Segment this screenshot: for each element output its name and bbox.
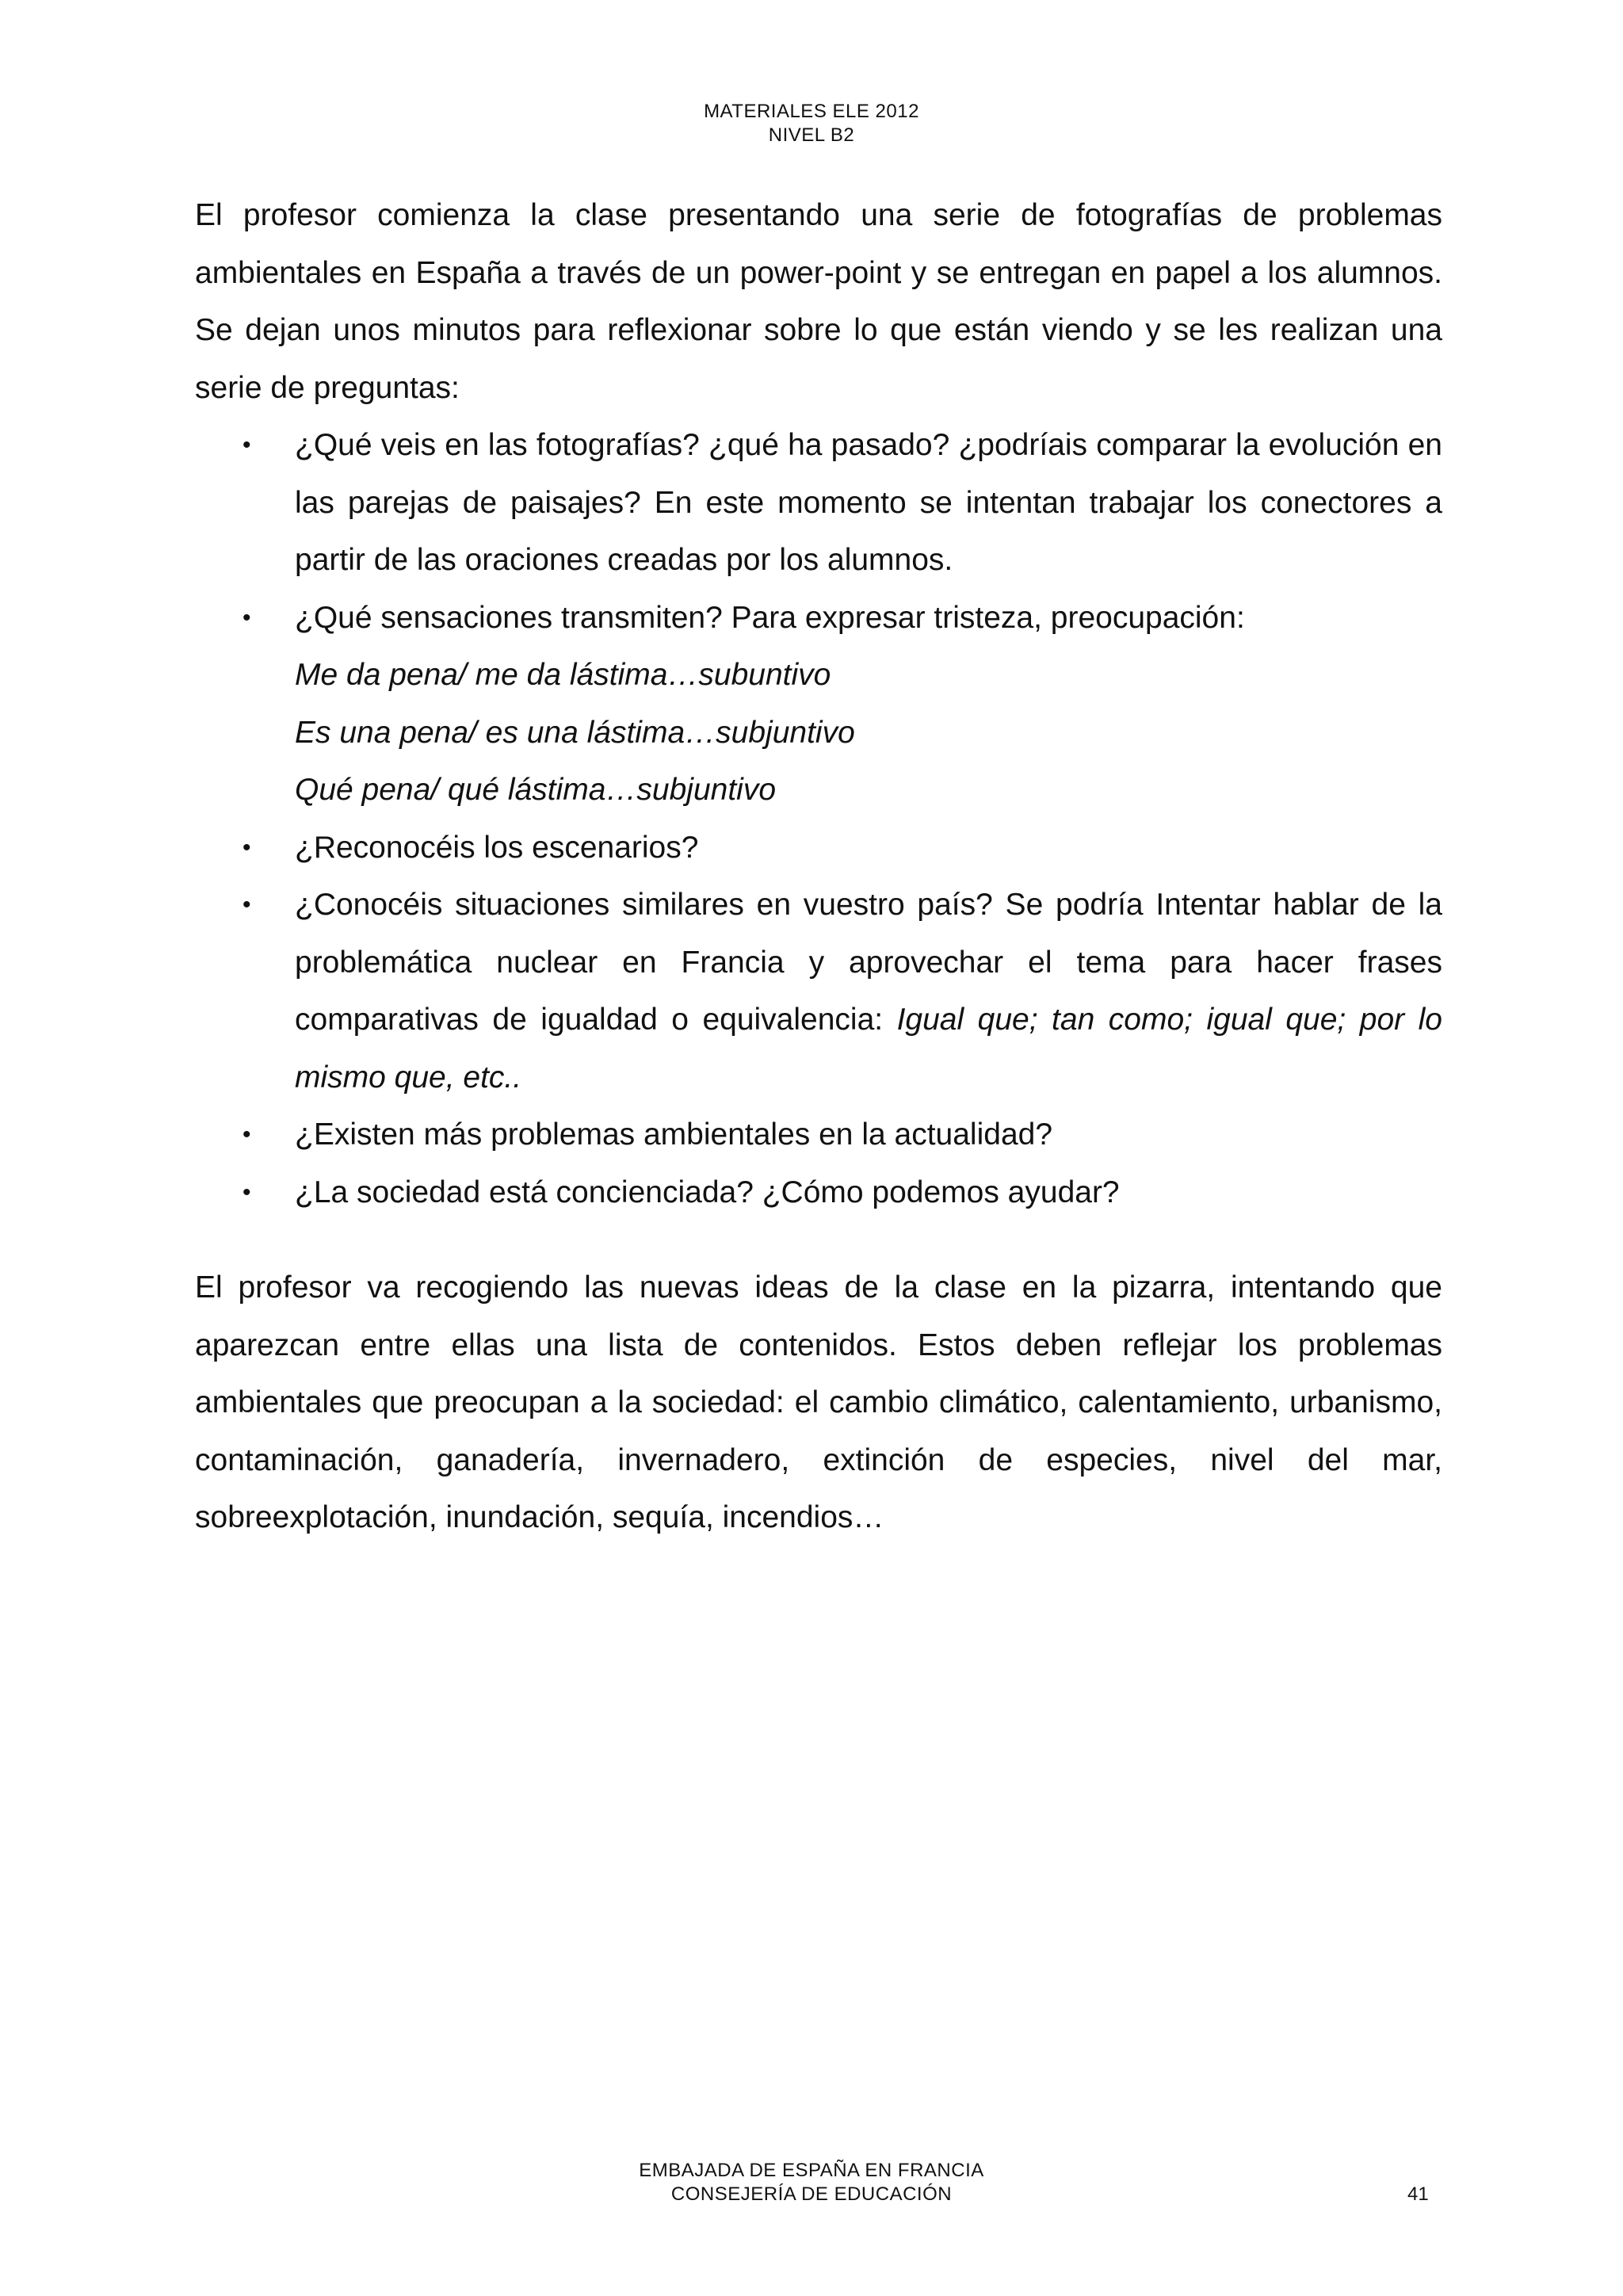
footer-department: CONSEJERÍA DE EDUCACIÓN bbox=[670, 2183, 953, 2205]
bullet-icon: • bbox=[242, 834, 251, 861]
question-text: ¿Qué veis en las fotografías? ¿qué ha pasado? ¿podríais comparar la evolución en las parejas de paisajes? En este momento se intentan trabajar los conectores a partir de las oraciones creadas por los alumnos. bbox=[295, 428, 1442, 577]
bullet-icon: • bbox=[242, 1179, 251, 1205]
closing-paragraph: El profesor va recogiendo las nuevas ideas de la clase en la pizarra, intentando que aparezcan entre ellas una lista de contenidos. Estos deben reflejar los problemas ambientales que preocupan a la sociedad: el cambio climático, calentamiento, urbanismo, contaminación, ganadería, invernadero, extinción de especies, nivel del mar, sobreexplotación, inundación, sequía, incendios… bbox=[195, 1270, 1442, 1534]
page-number: 41 bbox=[1407, 2183, 1429, 2205]
list-item bbox=[195, 1106, 1442, 1164]
question-body: ¿Conocéis situaciones similares en vuestro país? Se podría Intentar hablar de la problemática nuclear en Francia y aprovechar el tema para hacer frases comparativas de igualdad o equivalencia: bbox=[295, 888, 1442, 1037]
question-text: ¿Existen más problemas ambientales en la actualidad? bbox=[295, 1117, 1053, 1152]
comparative-phrases: Igual que; tan como; igual que; por lo mismo que, etc.. bbox=[295, 1003, 1442, 1095]
header-title: MATERIALES ELE 2012 bbox=[704, 101, 919, 122]
list-item bbox=[195, 819, 1442, 877]
list-item bbox=[195, 590, 1442, 819]
example-phrase: Qué pena/ qué lástima…subjuntivo bbox=[295, 773, 777, 807]
question-text: ¿Qué sensaciones transmiten? Para expresar tristeza, preocupación: bbox=[295, 600, 1245, 635]
bullet-icon: • bbox=[242, 432, 251, 458]
page-footer bbox=[0, 2159, 1623, 2206]
list-item bbox=[195, 1164, 1442, 1222]
example-phrase: Me da pena/ me da lástima…subuntivo bbox=[295, 658, 831, 692]
question-text bbox=[295, 877, 1442, 1106]
intro-paragraph: El profesor comienza la clase presentando una serie de fotografías de problemas ambientales en España a través de un power-point y se entregan en papel a los alumnos. Se dejan unos minutos para reflexionar sobre lo que están viendo y se les realizan una serie de preguntas: bbox=[195, 198, 1442, 405]
bullet-icon: • bbox=[242, 604, 251, 631]
bullet-icon: • bbox=[242, 1121, 251, 1148]
header-level: NIVEL B2 bbox=[768, 124, 855, 146]
list-item bbox=[195, 877, 1442, 1106]
footer-institution: EMBAJADA DE ESPAÑA EN FRANCIA bbox=[639, 2160, 984, 2181]
list-item bbox=[195, 417, 1442, 590]
question-text: ¿Reconocéis los escenarios? bbox=[295, 830, 699, 865]
bullet-icon: • bbox=[242, 892, 251, 918]
document-body bbox=[195, 187, 1442, 1547]
question-list bbox=[195, 417, 1442, 1221]
example-phrase: Es una pena/ es una lástima…subjuntivo bbox=[295, 715, 855, 750]
page-header bbox=[0, 100, 1623, 147]
question-text: ¿La sociedad está concienciada? ¿Cómo podemos ayudar? bbox=[295, 1175, 1120, 1209]
